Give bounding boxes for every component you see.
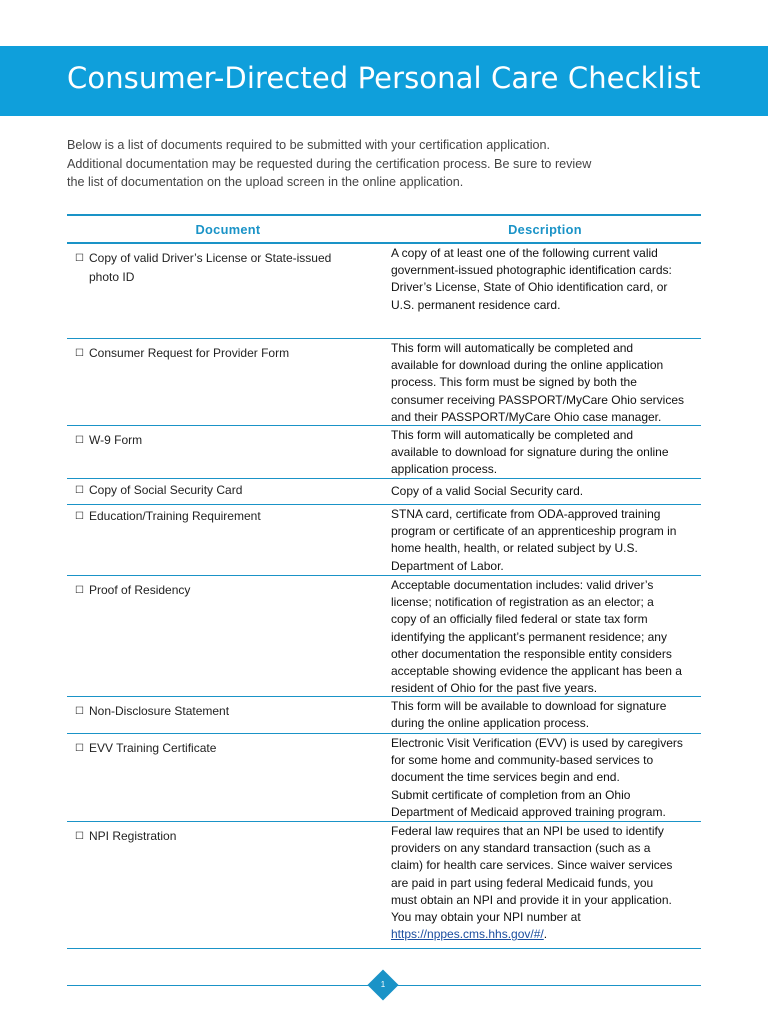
description-line: document the time services begin and end.: [391, 770, 620, 785]
column-header-document: Document: [195, 221, 261, 237]
document-cell: [67, 822, 391, 958]
description-cell: [391, 479, 701, 504]
description-line: STNA card, certificate from ODA-approved training: [391, 507, 661, 521]
description-line: Copy of a valid Social Security card.: [391, 484, 584, 498]
document-label-line: photo ID: [89, 270, 135, 284]
checkbox[interactable]: ☐: [75, 585, 84, 596]
description-cell: [391, 244, 701, 338]
column-header-description: Description: [508, 221, 582, 237]
document-label-line: Copy of valid Driver’s License or State-issued: [89, 251, 332, 265]
description-line: government-issued photographic identification cards:: [391, 263, 672, 278]
description-cell: [391, 426, 701, 478]
description-cell: [391, 505, 701, 575]
document-label: W-9 Form: [89, 433, 143, 447]
description-line: resident of Ohio for the past five years.: [391, 681, 598, 696]
description-line: identifying the applicant’s permanent residence; any: [391, 629, 667, 644]
footer-rule-left: [67, 985, 369, 986]
description-line: license; notification of registration as an elector; a: [391, 595, 654, 610]
description-line: available for download during the online application: [391, 358, 664, 373]
description-line: copy of an officially filed federal or state tax form: [391, 612, 648, 627]
description-line: U.S. permanent residence card.: [391, 297, 561, 312]
description-line: and their PASSPORT/MyCare Ohio case manager.: [391, 409, 662, 424]
table-row: [67, 576, 701, 697]
description-line: during the online application process.: [391, 716, 590, 731]
checkbox[interactable]: ☐: [75, 348, 84, 359]
description-line: available to download for signature during the online: [391, 445, 669, 460]
table-row: [67, 734, 701, 822]
description-line: claim) for health care services. Since waiver services: [391, 858, 673, 873]
description-line: This form will be available to download for signature: [391, 699, 667, 713]
table-row: [67, 339, 701, 426]
description-cell: [391, 734, 701, 821]
checkbox[interactable]: ☐: [75, 485, 84, 496]
description-line: [391, 926, 697, 943]
document-cell: [67, 426, 391, 478]
document-label: Copy of Social Security Card: [89, 483, 243, 497]
checklist-table: [67, 214, 701, 958]
title-banner: [0, 46, 768, 116]
description-line: other documentation the responsible entity considers: [391, 646, 672, 661]
description-line: Driver’s License, State of Ohio identification card, or: [391, 280, 668, 295]
document-label: Consumer Request for Provider Form: [89, 346, 290, 360]
description-line: acceptable showing evidence the applicant has been a: [391, 664, 682, 679]
document-cell: [67, 505, 391, 575]
checkbox[interactable]: ☐: [75, 435, 84, 446]
document-cell: [67, 479, 391, 504]
document-cell: [67, 734, 391, 821]
document-label: [89, 249, 383, 287]
description-line: You may obtain your NPI number at: [391, 910, 581, 925]
description-line: home health, health, or related subject by U.S.: [391, 541, 638, 556]
checkbox[interactable]: ☐: [75, 743, 84, 754]
intro-line: the list of documentation on the upload screen in the online application.: [67, 175, 464, 189]
description-line: application process.: [391, 462, 498, 477]
checkbox[interactable]: ☐: [75, 706, 84, 717]
page-title: Consumer-Directed Personal Care Checklist: [67, 61, 701, 95]
checkbox[interactable]: ☐: [75, 831, 84, 842]
npi-registry-link[interactable]: https://nppes.cms.hhs.gov/#/: [391, 927, 544, 942]
table-header: [67, 216, 701, 244]
checkbox[interactable]: ☐: [75, 511, 84, 522]
table-row: [67, 479, 701, 505]
description-line: consumer receiving PASSPORT/MyCare Ohio services: [391, 392, 684, 407]
intro-line: Below is a list of documents required to be submitted with your certification application.: [67, 138, 551, 152]
description-cell: [391, 339, 701, 425]
intro-line: Additional documentation may be requested during the certification process. Be sure to review: [67, 156, 592, 171]
checkbox[interactable]: ☐: [75, 253, 84, 264]
description-line: Electronic Visit Verification (EVV) is used by caregivers: [391, 736, 683, 750]
document-label: Education/Training Requirement: [89, 509, 261, 523]
description-line: Submit certificate of completion from an Ohio: [391, 787, 631, 802]
description-line: for some home and community-based services to: [391, 753, 654, 768]
description-line: process. This form must be signed by both the: [391, 375, 637, 390]
document-cell: [67, 339, 391, 425]
document-cell: [67, 697, 391, 733]
description-line: A copy of at least one of the following current valid: [391, 246, 658, 260]
description-line: program or certificate of an apprenticeship program in: [391, 524, 677, 539]
table-bottom-rule: [67, 948, 701, 949]
table-row: [67, 505, 701, 576]
table-row: [67, 244, 701, 339]
link-suffix: .: [543, 927, 548, 942]
footer-rule-right: [397, 985, 701, 986]
document-label: NPI Registration: [89, 829, 177, 843]
document-label: Proof of Residency: [89, 583, 191, 597]
table-row: [67, 697, 701, 734]
document-label: EVV Training Certificate: [89, 741, 217, 755]
description-cell: [391, 576, 701, 696]
document-cell: [67, 244, 391, 338]
description-line: Department of Labor.: [391, 558, 504, 573]
description-line: This form will automatically be completed and: [391, 341, 634, 355]
table-row: [67, 426, 701, 479]
page-number: 1: [380, 980, 386, 989]
document-label: Non-Disclosure Statement: [89, 704, 230, 718]
description-line: providers on any standard transaction (such as a: [391, 841, 651, 856]
document-cell: [67, 576, 391, 696]
description-line: must obtain an NPI and provide it in your application.: [391, 892, 672, 907]
description-line: Acceptable documentation includes: valid driver’s: [391, 578, 654, 592]
table-row: [67, 822, 701, 958]
description-line: Federal law requires that an NPI be used to identify: [391, 824, 664, 838]
description-cell: [391, 697, 701, 733]
description-cell: [391, 822, 701, 958]
intro-paragraph: [67, 136, 687, 192]
description-line: This form will automatically be completed and: [391, 428, 634, 442]
description-line: Department of Medicaid approved training program.: [391, 804, 666, 819]
description-line: are paid in part using federal Medicaid funds, you: [391, 875, 654, 890]
